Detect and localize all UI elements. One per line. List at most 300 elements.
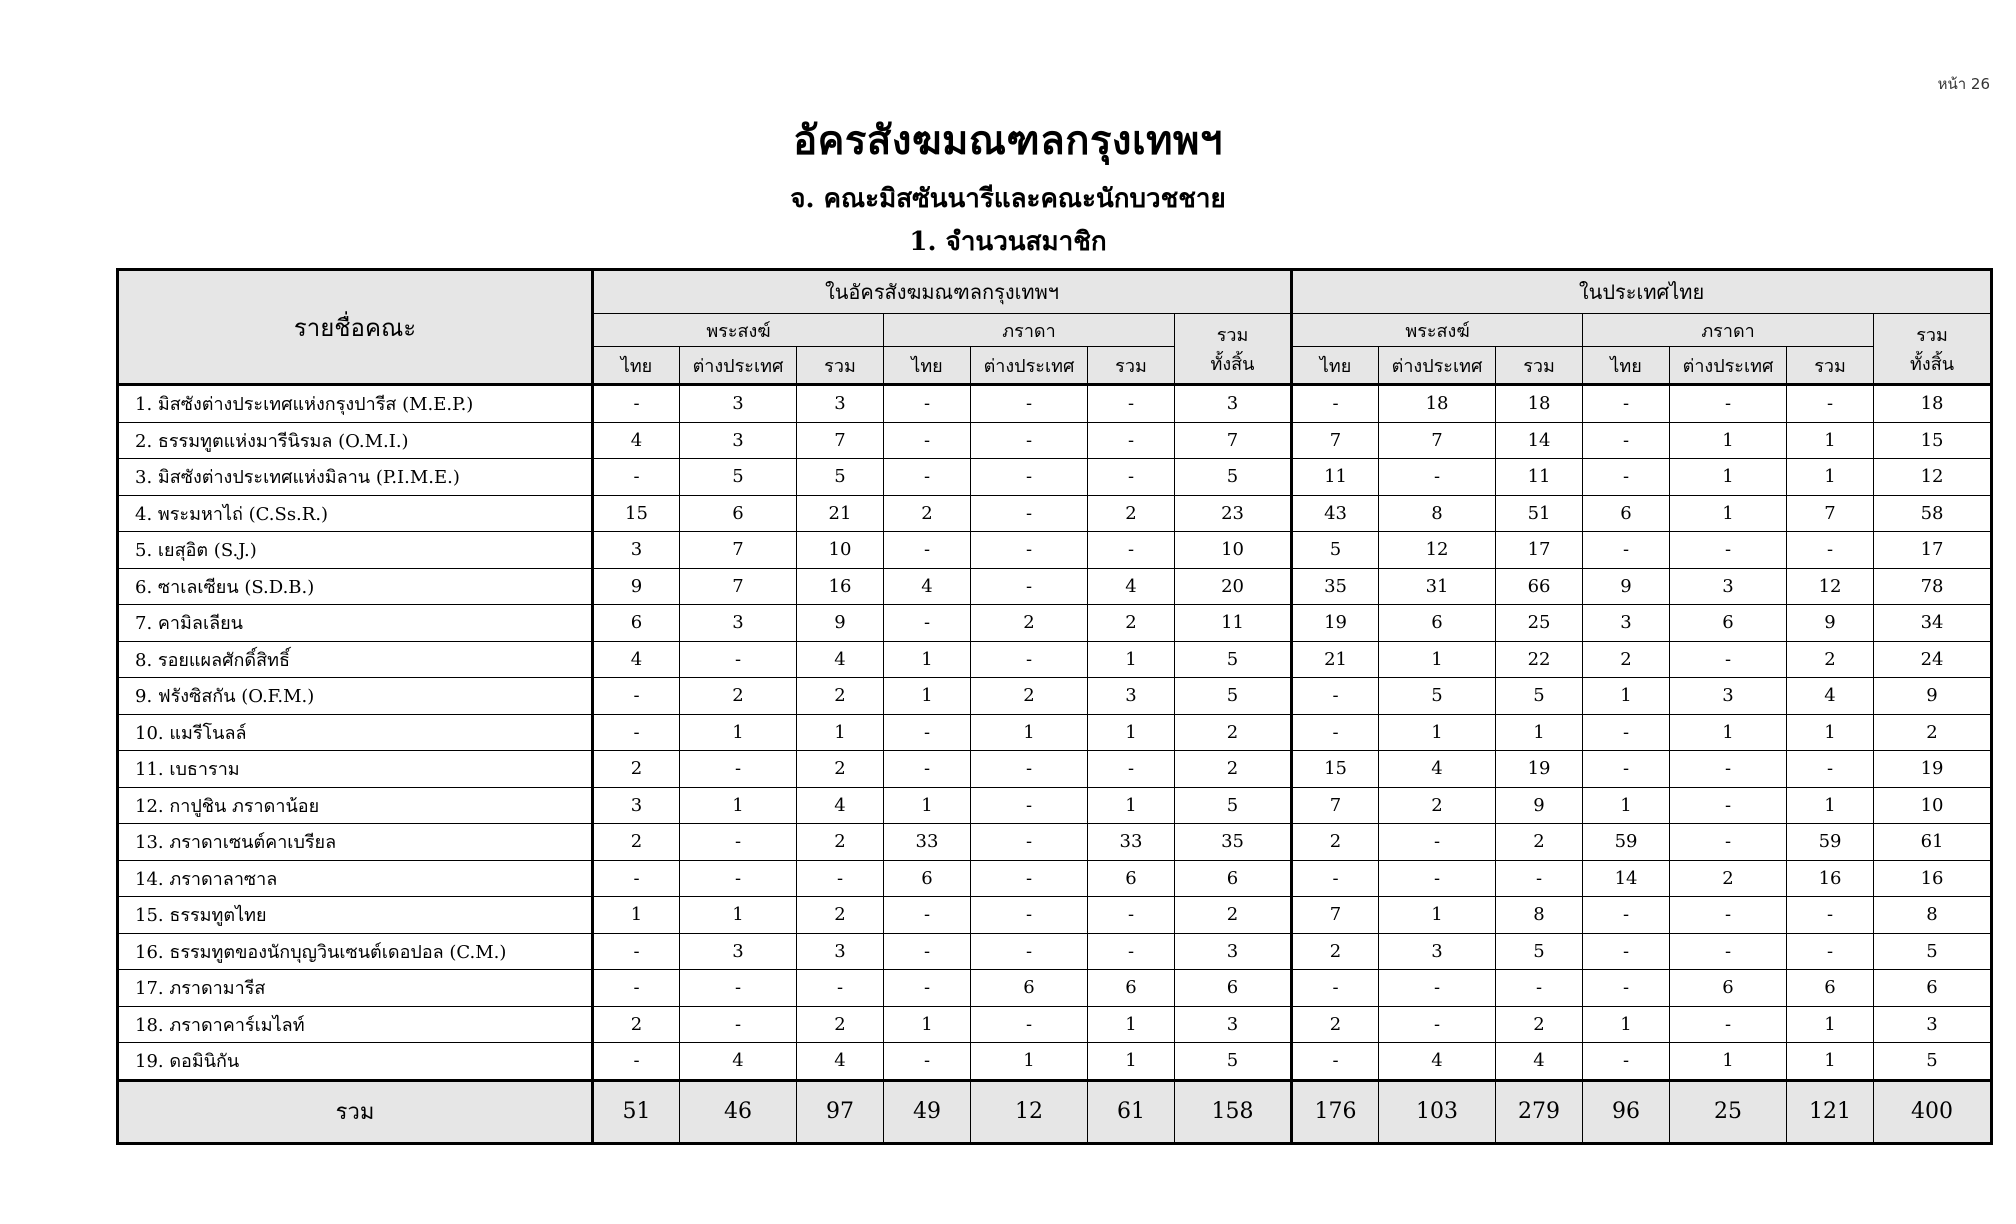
header-foreign: ต่างประเทศ (1379, 347, 1496, 385)
value-cell: 9 (593, 568, 680, 605)
value-cell: 59 (1583, 824, 1670, 861)
value-cell: - (884, 714, 971, 751)
value-cell: 17 (1874, 532, 1992, 569)
value-cell: 59 (1787, 824, 1874, 861)
value-cell: 19 (1874, 751, 1992, 788)
value-cell: 3 (797, 933, 884, 970)
value-cell: 9 (1874, 678, 1992, 715)
table-row (118, 1006, 1992, 1043)
value-cell: - (971, 532, 1088, 569)
table-subtitle: 1. จำนวนสมาชิก (909, 227, 1107, 257)
value-cell: 7 (1787, 495, 1874, 532)
value-cell: 3 (1583, 605, 1670, 642)
total-label: รวม (118, 1080, 593, 1143)
value-cell: 2 (1175, 897, 1292, 934)
value-cell: 43 (1292, 495, 1379, 532)
value-cell: 1 (1670, 422, 1787, 459)
value-cell: 12 (1787, 568, 1874, 605)
total-row (118, 1080, 1992, 1143)
value-cell: 23 (1175, 495, 1292, 532)
header-sum: รวม (1088, 347, 1175, 385)
value-cell: 33 (884, 824, 971, 861)
value-cell: 3 (593, 532, 680, 569)
total-cell: 279 (1496, 1080, 1583, 1143)
total-cell: 96 (1583, 1080, 1670, 1143)
value-cell: 1 (593, 897, 680, 934)
value-cell: 1 (680, 897, 797, 934)
value-cell: 7 (1292, 897, 1379, 934)
value-cell: 6 (1670, 605, 1787, 642)
value-cell: 2 (593, 824, 680, 861)
value-cell: 4 (1379, 751, 1496, 788)
value-cell: 2 (1787, 641, 1874, 678)
value-cell: - (680, 860, 797, 897)
value-cell: 15 (1292, 751, 1379, 788)
value-cell: 1 (797, 714, 884, 751)
value-cell: 4 (797, 787, 884, 824)
value-cell: 1 (1787, 787, 1874, 824)
value-cell: 25 (1496, 605, 1583, 642)
page-number: หน้า 26 (1937, 75, 1990, 93)
value-cell: 2 (593, 751, 680, 788)
value-cell: 2 (797, 1006, 884, 1043)
value-cell: - (971, 751, 1088, 788)
value-cell: 1 (680, 714, 797, 751)
value-cell: - (680, 1006, 797, 1043)
value-cell: - (971, 641, 1088, 678)
value-cell: - (1670, 385, 1787, 423)
value-cell: 3 (593, 787, 680, 824)
value-cell: 1 (884, 678, 971, 715)
value-cell: 1 (1088, 1043, 1175, 1081)
value-cell: - (1292, 678, 1379, 715)
value-cell: 1 (1670, 1043, 1787, 1081)
order-name-cell: 4. พระมหาไถ่ (C.Ss.R.) (118, 495, 593, 532)
value-cell: 6 (1583, 495, 1670, 532)
value-cell: - (1088, 532, 1175, 569)
value-cell: 3 (1379, 933, 1496, 970)
order-name-cell: 18. ภราดาคาร์เมไลท์ (118, 1006, 593, 1043)
order-name-cell: 2. ธรรมทูตแห่งมารีนิรมล (O.M.I.) (118, 422, 593, 459)
value-cell: 2 (1874, 714, 1992, 751)
value-cell: 6 (1670, 970, 1787, 1007)
value-cell: - (1292, 1043, 1379, 1081)
value-cell: - (593, 860, 680, 897)
value-cell: - (1670, 897, 1787, 934)
value-cell: 1 (884, 1006, 971, 1043)
value-cell: 2 (1175, 751, 1292, 788)
total-cell: 121 (1787, 1080, 1874, 1143)
total-cell: 158 (1175, 1080, 1292, 1143)
value-cell: - (1787, 532, 1874, 569)
order-name-cell: 6. ซาเลเซียน (S.D.B.) (118, 568, 593, 605)
value-cell: 11 (1175, 605, 1292, 642)
value-cell: - (971, 897, 1088, 934)
value-cell: 14 (1496, 422, 1583, 459)
value-cell: 17 (1496, 532, 1583, 569)
value-cell: 6 (1088, 860, 1175, 897)
value-cell: 6 (1379, 605, 1496, 642)
value-cell: 21 (1292, 641, 1379, 678)
order-name-cell: 13. ภราดาเซนต์คาเบรียล (118, 824, 593, 861)
value-cell: 19 (1496, 751, 1583, 788)
table-row (118, 1043, 1992, 1081)
order-name-cell: 8. รอยแผลศักดิ์สิทธิ์ (118, 641, 593, 678)
value-cell: - (680, 970, 797, 1007)
value-cell: 9 (1583, 568, 1670, 605)
value-cell: - (884, 422, 971, 459)
value-cell: - (1670, 532, 1787, 569)
value-cell: 1 (1583, 678, 1670, 715)
value-cell: 34 (1874, 605, 1992, 642)
table-row (118, 605, 1992, 642)
value-cell: 3 (1670, 678, 1787, 715)
value-cell: 7 (797, 422, 884, 459)
value-cell: 2 (1379, 787, 1496, 824)
value-cell: 1 (1787, 1006, 1874, 1043)
value-cell: - (884, 933, 971, 970)
total-cell: 97 (797, 1080, 884, 1143)
table-row (118, 751, 1992, 788)
value-cell: - (1583, 385, 1670, 423)
order-name-cell: 9. ฟรังซิสกัน (O.F.M.) (118, 678, 593, 715)
value-cell: - (593, 459, 680, 496)
value-cell: 21 (797, 495, 884, 532)
value-cell: - (1787, 385, 1874, 423)
value-cell: - (884, 970, 971, 1007)
value-cell: 5 (797, 459, 884, 496)
value-cell: - (593, 714, 680, 751)
value-cell: - (593, 1043, 680, 1081)
value-cell: 12 (1379, 532, 1496, 569)
value-cell: - (884, 897, 971, 934)
table-body (118, 385, 1992, 1081)
value-cell: 4 (1088, 568, 1175, 605)
value-cell: 16 (797, 568, 884, 605)
value-cell: 1 (1088, 1006, 1175, 1043)
value-cell: - (971, 933, 1088, 970)
value-cell: 7 (1292, 422, 1379, 459)
header-brothers-archdiocese: ภราดา (884, 314, 1175, 347)
section-subtitle: จ. คณะมิสซันนารีและคณะนักบวชชาย (790, 184, 1226, 214)
value-cell: 3 (680, 422, 797, 459)
value-cell: 2 (1292, 933, 1379, 970)
value-cell: - (797, 860, 884, 897)
value-cell: 3 (680, 385, 797, 423)
value-cell: 6 (1874, 970, 1992, 1007)
value-cell: 16 (1787, 860, 1874, 897)
value-cell: 1 (1496, 714, 1583, 751)
value-cell: - (1670, 933, 1787, 970)
value-cell: 15 (1874, 422, 1992, 459)
value-cell: 7 (1175, 422, 1292, 459)
value-cell: 14 (1583, 860, 1670, 897)
value-cell: 8 (1379, 495, 1496, 532)
value-cell: - (797, 970, 884, 1007)
value-cell: 1 (884, 641, 971, 678)
table-row (118, 897, 1992, 934)
value-cell: 4 (1496, 1043, 1583, 1081)
value-cell: - (1088, 459, 1175, 496)
header-priests-thailand: พระสงฆ์ (1292, 314, 1583, 347)
value-cell: - (971, 568, 1088, 605)
table-row (118, 860, 1992, 897)
value-cell: 4 (593, 641, 680, 678)
header-sum: รวม (1496, 347, 1583, 385)
value-cell: 15 (593, 495, 680, 532)
value-cell: - (1670, 641, 1787, 678)
value-cell: - (1379, 459, 1496, 496)
value-cell: - (1583, 714, 1670, 751)
value-cell: - (1379, 824, 1496, 861)
header-foreign: ต่างประเทศ (680, 347, 797, 385)
value-cell: 4 (680, 1043, 797, 1081)
order-name-cell: 11. เบธาราม (118, 751, 593, 788)
header-thai: ไทย (1292, 347, 1379, 385)
table-row (118, 641, 1992, 678)
value-cell: 7 (1292, 787, 1379, 824)
table-row (118, 824, 1992, 861)
value-cell: 4 (884, 568, 971, 605)
total-cell: 25 (1670, 1080, 1787, 1143)
value-cell: 3 (1088, 678, 1175, 715)
value-cell: 4 (593, 422, 680, 459)
value-cell: 5 (1292, 532, 1379, 569)
value-cell: - (1787, 933, 1874, 970)
value-cell: 24 (1874, 641, 1992, 678)
value-cell: 3 (1874, 1006, 1992, 1043)
value-cell: 1 (1583, 787, 1670, 824)
value-cell: 1 (1670, 714, 1787, 751)
value-cell: 3 (1670, 568, 1787, 605)
value-cell: 3 (1175, 1006, 1292, 1043)
value-cell: 1 (1379, 641, 1496, 678)
total-cell: 400 (1874, 1080, 1992, 1143)
value-cell: - (1787, 751, 1874, 788)
value-cell: - (1583, 970, 1670, 1007)
total-cell: 103 (1379, 1080, 1496, 1143)
value-cell: 4 (1379, 1043, 1496, 1081)
value-cell: 1 (1787, 422, 1874, 459)
value-cell: 5 (680, 459, 797, 496)
value-cell: - (680, 824, 797, 861)
value-cell: 18 (1874, 385, 1992, 423)
total-cell: 49 (884, 1080, 971, 1143)
order-name-cell: 5. เยสุอิต (S.J.) (118, 532, 593, 569)
total-cell: 51 (593, 1080, 680, 1143)
value-cell: 5 (1175, 459, 1292, 496)
value-cell: - (1583, 532, 1670, 569)
value-cell: 5 (1379, 678, 1496, 715)
order-name-cell: 12. กาปูชิน ภราดาน้อย (118, 787, 593, 824)
order-name-cell: 10. แมรีโนลล์ (118, 714, 593, 751)
value-cell: 2 (797, 678, 884, 715)
value-cell: - (1670, 751, 1787, 788)
value-cell: 2 (1292, 1006, 1379, 1043)
value-cell: - (971, 422, 1088, 459)
value-cell: 10 (1874, 787, 1992, 824)
value-cell: - (1583, 459, 1670, 496)
value-cell: 6 (1175, 970, 1292, 1007)
value-cell: 7 (1379, 422, 1496, 459)
value-cell: 1 (680, 787, 797, 824)
value-cell: 12 (1874, 459, 1992, 496)
table-row (118, 422, 1992, 459)
value-cell: 2 (1088, 605, 1175, 642)
value-cell: 7 (680, 532, 797, 569)
value-cell: 6 (680, 495, 797, 532)
table-row (118, 459, 1992, 496)
value-cell: 6 (593, 605, 680, 642)
table-row (118, 385, 1992, 423)
value-cell: - (1583, 897, 1670, 934)
value-cell: 5 (1175, 641, 1292, 678)
value-cell: - (680, 751, 797, 788)
value-cell: 5 (1175, 1043, 1292, 1081)
value-cell: 4 (1787, 678, 1874, 715)
header-foreign: ต่างประเทศ (971, 347, 1088, 385)
value-cell: 3 (1175, 933, 1292, 970)
table-row (118, 714, 1992, 751)
value-cell: 18 (1379, 385, 1496, 423)
value-cell: - (884, 1043, 971, 1081)
value-cell: - (884, 605, 971, 642)
value-cell: 2 (884, 495, 971, 532)
value-cell: 2 (797, 751, 884, 788)
value-cell: - (1379, 1006, 1496, 1043)
value-cell: 6 (971, 970, 1088, 1007)
value-cell: 19 (1292, 605, 1379, 642)
value-cell: 1 (1670, 459, 1787, 496)
value-cell: - (593, 970, 680, 1007)
value-cell: 7 (680, 568, 797, 605)
value-cell: - (971, 1006, 1088, 1043)
value-cell: 16 (1874, 860, 1992, 897)
value-cell: - (1496, 970, 1583, 1007)
value-cell: - (1292, 385, 1379, 423)
value-cell: 1 (1787, 459, 1874, 496)
value-cell: 2 (1175, 714, 1292, 751)
header-foreign: ต่างประเทศ (1670, 347, 1787, 385)
value-cell: - (1670, 824, 1787, 861)
value-cell: 2 (680, 678, 797, 715)
value-cell: - (971, 495, 1088, 532)
value-cell: - (884, 532, 971, 569)
table-row (118, 532, 1992, 569)
value-cell: 11 (1496, 459, 1583, 496)
value-cell: 4 (797, 1043, 884, 1081)
value-cell: 1 (884, 787, 971, 824)
value-cell: 35 (1292, 568, 1379, 605)
value-cell: 6 (1175, 860, 1292, 897)
value-cell: 22 (1496, 641, 1583, 678)
total-cell: 61 (1088, 1080, 1175, 1143)
value-cell: 58 (1874, 495, 1992, 532)
value-cell: - (1670, 1006, 1787, 1043)
value-cell: - (1088, 933, 1175, 970)
value-cell: 5 (1175, 787, 1292, 824)
value-cell: 35 (1175, 824, 1292, 861)
value-cell: 1 (1787, 714, 1874, 751)
table-header (118, 270, 1992, 385)
total-cell: 46 (680, 1080, 797, 1143)
value-cell: - (593, 933, 680, 970)
value-cell: - (1583, 933, 1670, 970)
order-name-cell: 14. ภราดาลาซาล (118, 860, 593, 897)
header-thai: ไทย (1583, 347, 1670, 385)
page-title: อัครสังฆมณฑลกรุงเทพฯ (793, 117, 1223, 164)
value-cell: - (1088, 422, 1175, 459)
value-cell: - (593, 678, 680, 715)
total-cell: 12 (971, 1080, 1088, 1143)
value-cell: 1 (1088, 787, 1175, 824)
value-cell: 8 (1874, 897, 1992, 934)
value-cell: - (1583, 422, 1670, 459)
header-sum: รวม (1787, 347, 1874, 385)
value-cell: 1 (1670, 495, 1787, 532)
value-cell: 66 (1496, 568, 1583, 605)
value-cell: 61 (1874, 824, 1992, 861)
value-cell: - (1292, 970, 1379, 1007)
value-cell: 3 (1175, 385, 1292, 423)
value-cell: 2 (971, 678, 1088, 715)
value-cell: - (1379, 860, 1496, 897)
value-cell: - (1088, 897, 1175, 934)
value-cell: - (680, 641, 797, 678)
table-row (118, 568, 1992, 605)
value-cell: - (1088, 751, 1175, 788)
value-cell: 2 (1583, 641, 1670, 678)
value-cell: 1 (1787, 1043, 1874, 1081)
order-name-cell: 3. มิสซังต่างประเทศแห่งมิลาน (P.I.M.E.) (118, 459, 593, 496)
table-row (118, 787, 1992, 824)
value-cell: 2 (1292, 824, 1379, 861)
value-cell: 5 (1496, 678, 1583, 715)
value-cell: 2 (797, 824, 884, 861)
value-cell: 51 (1496, 495, 1583, 532)
header-archdiocese: ในอัครสังฆมณฑลกรุงเทพฯ (593, 270, 1292, 314)
value-cell: 3 (797, 385, 884, 423)
value-cell: 6 (1787, 970, 1874, 1007)
table-footer (118, 1080, 1992, 1143)
value-cell: 5 (1874, 933, 1992, 970)
value-cell: - (971, 824, 1088, 861)
value-cell: 1 (1379, 714, 1496, 751)
order-name-cell: 17. ภราดามารีส (118, 970, 593, 1007)
header-thai: ไทย (593, 347, 680, 385)
value-cell: 5 (1175, 678, 1292, 715)
table-row (118, 678, 1992, 715)
membership-table (116, 268, 1993, 1145)
value-cell: 4 (797, 641, 884, 678)
header-thailand: ในประเทศไทย (1292, 270, 1992, 314)
value-cell: 9 (1787, 605, 1874, 642)
value-cell: - (884, 459, 971, 496)
header-brothers-thailand: ภราดา (1583, 314, 1874, 347)
header-total-thailand: รวม ทั้งสิ้น (1874, 314, 1992, 385)
value-cell: - (1583, 1043, 1670, 1081)
value-cell: - (884, 751, 971, 788)
value-cell: - (593, 385, 680, 423)
value-cell: - (971, 787, 1088, 824)
value-cell: - (1379, 970, 1496, 1007)
total-cell: 176 (1292, 1080, 1379, 1143)
table-row (118, 970, 1992, 1007)
value-cell: 2 (971, 605, 1088, 642)
table-row (118, 933, 1992, 970)
header-sum: รวม (797, 347, 884, 385)
value-cell: 78 (1874, 568, 1992, 605)
